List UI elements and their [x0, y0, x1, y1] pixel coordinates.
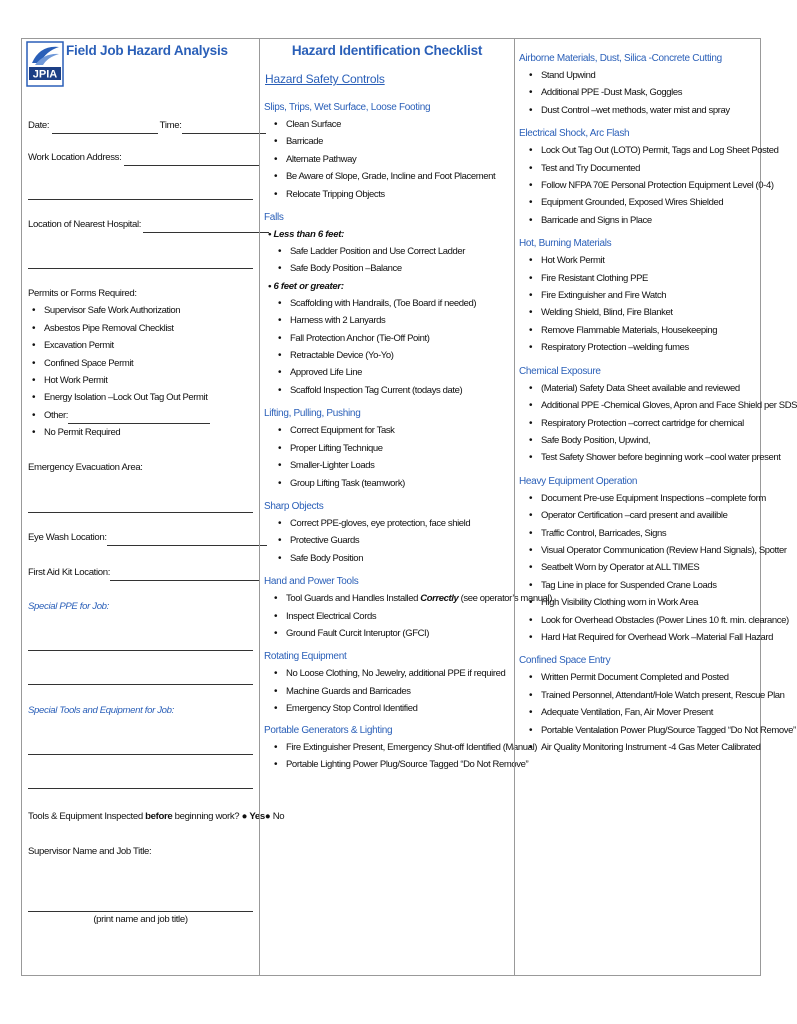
eyewash-field[interactable]	[107, 545, 267, 546]
checklist-item[interactable]: • Respiratory Protection –welding fumes	[519, 339, 759, 356]
special-ppe-field-1[interactable]	[28, 650, 253, 651]
supervisor-label: Supervisor Name and Job Title:	[28, 846, 152, 857]
checklist-item[interactable]: • Hot Work Permit	[519, 252, 759, 269]
hazard-identification-column	[259, 39, 552, 975]
portable-list	[264, 739, 538, 774]
no-option[interactable]: No	[272, 811, 285, 822]
col2-sections	[264, 99, 552, 773]
checklist-item[interactable]: • Barricade and Signs in Place	[519, 212, 759, 229]
hospital-field[interactable]	[143, 232, 269, 233]
permit-item[interactable]: • Asbestos Pipe Removal Checklist	[22, 320, 256, 337]
checklist-item[interactable]: • Additional PPE -Chemical Gloves, Apron and Face Shield per SDS	[519, 397, 759, 414]
work-location-row	[28, 149, 260, 166]
heavy-equipment-heading: Heavy Equipment Operation	[519, 475, 638, 487]
checklist-item[interactable]: • Barricade	[264, 133, 512, 150]
checklist-item[interactable]: • Approved Life Line	[264, 364, 512, 381]
page-title: Field Job Hazard Analysis	[66, 43, 228, 58]
checklist-item[interactable]: • Ground Fault Curcit Interuptor (GFCI)	[264, 625, 512, 642]
checklist-item[interactable]: • Correct Equipment for Task	[264, 422, 512, 439]
slips-list	[264, 116, 512, 203]
checklist-item[interactable]	[264, 590, 552, 607]
electrical-heading: Electrical Shock, Arc Flash	[519, 128, 630, 140]
checklist-item[interactable]: • Safe Body Position –Balance	[264, 260, 512, 277]
no-bullet[interactable]: ●	[264, 811, 271, 822]
hot-materials-list	[519, 252, 759, 356]
work-location-label: Work Location Address:	[28, 152, 122, 163]
hot-materials-heading: Hot, Burning Materials	[519, 238, 612, 250]
lifting-list	[264, 422, 512, 492]
time-field[interactable]	[182, 133, 266, 134]
hand-tools-item-text: Tool Guards and Handles Installed	[286, 593, 421, 605]
special-ppe-field-2[interactable]	[28, 684, 253, 685]
tools-inspected-question-end: beginning work?	[172, 811, 240, 822]
airborne-list	[519, 67, 759, 119]
checklist-item[interactable]: • Stand Upwind	[519, 67, 759, 84]
falls-more-text: 6 feet or greater:	[273, 280, 344, 292]
tools-inspected-row	[28, 808, 284, 825]
date-label: Date:	[28, 120, 50, 131]
checklist-item[interactable]: • Scaffolding with Handrails, (Toe Board if needed)	[264, 295, 512, 312]
hospital-field-line-2[interactable]	[28, 268, 253, 269]
checklist-item[interactable]: • Portable Ventalation Power Plug/Source Tagged “Do Not Remove”	[519, 722, 759, 739]
checklist-item[interactable]: • Test and Try Documented	[519, 160, 759, 177]
checklist-item[interactable]: • Dust Control –wet methods, water mist and spray	[519, 102, 759, 119]
checklist-item[interactable]: • Fire Extinguisher and Fire Watch	[519, 287, 759, 304]
first-aid-label: First Aid Kit Location:	[28, 567, 111, 578]
checklist-item[interactable]: • Harness with 2 Lanyards	[264, 312, 512, 329]
checklist-item[interactable]: • Emergency Stop Control Identified	[264, 700, 512, 717]
special-tools-label: Special Tools and Equipment for Job:	[28, 705, 174, 716]
slips-heading: Slips, Trips, Wet Surface, Loose Footing	[264, 102, 431, 113]
checklist-item[interactable]: • Follow NFPA 70E Personal Protection Equipment Level (0-4)	[519, 177, 759, 194]
checklist-item[interactable]: • Fire Resistant Clothing PPE	[519, 270, 759, 287]
falls-more-label: • 6 feet or greater:	[268, 280, 344, 292]
checklist-item[interactable]: • Adequate Ventilation, Fan, Air Mover Present	[519, 704, 759, 721]
permit-item[interactable]: • Energy Isolation –Lock Out Tag Out Permit	[22, 389, 256, 406]
evacuation-area-field[interactable]	[28, 512, 253, 513]
permit-other-label: Other:	[44, 409, 68, 421]
special-tools-field-2[interactable]	[28, 788, 253, 789]
hospital-row	[28, 216, 269, 233]
permit-item[interactable]: • Excavation Permit	[22, 337, 256, 354]
chemical-heading: Chemical Exposure	[519, 365, 601, 377]
evacuation-area-label: Emergency Evacuation Area:	[28, 462, 143, 473]
hand-tools-heading: Hand and Power Tools	[264, 576, 359, 588]
permits-label: Permits or Forms Required:	[28, 288, 137, 299]
falls-heading: Falls	[264, 212, 284, 224]
checklist-item[interactable]: • Look for Overhead Obstacles (Power Lines 10 ft. min. clearance)	[519, 612, 759, 629]
permit-item-other[interactable]	[22, 407, 256, 424]
eyewash-label: Eye Wash Location:	[28, 532, 107, 543]
checklist-item[interactable]: • Safe Ladder Position and Use Correct Ladder	[264, 243, 512, 260]
checklist-item[interactable]: • Safe Body Position	[264, 550, 512, 567]
checklist-item[interactable]: • Portable Lighting Power Plug/Source Tagged “Do Not Remove”	[264, 756, 512, 773]
checklist-item[interactable]: • Clean Surface	[264, 116, 512, 133]
rotating-heading: Rotating Equipment	[264, 651, 347, 663]
permits-list	[22, 302, 256, 441]
checklist-item[interactable]: • (Material) Safety Data Sheet available and reviewed	[519, 380, 759, 397]
svg-text:JPIA: JPIA	[32, 68, 58, 81]
portable-heading: Portable Generators & Lighting	[264, 724, 393, 736]
permit-item[interactable]: • Supervisor Safe Work Authorization	[22, 302, 256, 319]
permit-item[interactable]: • No Permit Required	[22, 424, 256, 441]
checklist-item[interactable]: • Document Pre-use Equipment Inspections –complete form	[519, 490, 759, 507]
checklist-item[interactable]: • No Loose Clothing, No Jewelry, additional PPE if required	[264, 665, 512, 682]
checklist-item[interactable]: • Relocate Tripping Objects	[264, 186, 512, 203]
checklist-item[interactable]: • Group Lifting Task (teamwork)	[264, 475, 512, 492]
checklist-item[interactable]: • Operator Certification –card present and availible	[519, 507, 759, 524]
hand-tools-list	[264, 590, 552, 642]
print-caption: (print name and job title)	[93, 914, 188, 925]
confined-space-heading: Confined Space Entry	[519, 655, 611, 667]
checklist-item[interactable]: • Air Quality Monitoring Instrument -4 Gas Meter Calibrated	[519, 739, 759, 756]
checklist-item[interactable]: • Test Safety Shower before beginning work –cool water present	[519, 449, 759, 466]
hospital-label: Location of Nearest Hospital:	[28, 219, 142, 230]
checklist-item[interactable]: • Smaller-Lighter Loads	[264, 457, 512, 474]
yes-bullet[interactable]: ●	[241, 811, 248, 822]
checklist-item[interactable]: • Safe Body Position, Upwind,	[519, 432, 759, 449]
checklist-item[interactable]: • Respiratory Protection –correct cartridge for chemical	[519, 415, 759, 432]
date-time-row	[28, 117, 266, 134]
checklist-item[interactable]: • Machine Guards and Barricades	[264, 683, 512, 700]
checklist-item[interactable]: • Lock Out Tag Out (LOTO) Permit, Tags and Log Sheet Posted	[519, 142, 759, 159]
first-aid-row	[28, 564, 260, 581]
checklist-item[interactable]: • Inspect Electrical Cords	[264, 608, 512, 625]
heavy-equipment-list	[519, 490, 789, 647]
checklist-item[interactable]: • Protective Guards	[264, 532, 512, 549]
tools-inspected-emphasis: before	[145, 811, 173, 822]
checklist-title: Hazard Identification Checklist	[291, 43, 483, 58]
checklist-item[interactable]: • High Visibility Clothing worn in Work Area	[519, 594, 759, 611]
first-aid-field[interactable]	[110, 580, 260, 581]
airborne-heading: Airborne Materials, Dust, Silica -Concrete Cutting	[519, 53, 722, 64]
hand-tools-item-emphasis: Correctly	[420, 593, 459, 605]
permits-section	[28, 285, 256, 442]
checklist-item[interactable]: • Welding Shield, Blind, Fire Blanket	[519, 304, 759, 321]
checklist-item[interactable]: • Equipment Grounded, Exposed Wires Shielded	[519, 194, 759, 211]
confined-space-list	[519, 669, 796, 756]
checklist-item[interactable]: • Tag Line in place for Suspended Crane Loads	[519, 577, 759, 594]
time-label: Time:	[159, 120, 182, 131]
special-ppe-label: Special PPE for Job:	[28, 601, 109, 612]
checklist-item[interactable]: • Be Aware of Slope, Grade, Incline and Foot Placement	[264, 168, 512, 185]
chemical-list	[519, 380, 797, 467]
falls-less-label: • Less than 6 feet:	[268, 229, 345, 241]
lifting-heading: Lifting, Pulling, Pushing	[264, 408, 361, 420]
special-tools-field-1[interactable]	[28, 754, 253, 755]
hazard-safety-controls-heading: Hazard Safety Controls	[265, 72, 385, 86]
checklist-item[interactable]: • Correct PPE-gloves, eye protection, face shield	[264, 515, 512, 532]
checklist-item[interactable]: • Fall Protection Anchor (Tie-Off Point)	[264, 330, 512, 347]
checklist-item[interactable]: • Written Permit Document Completed and Posted	[519, 669, 759, 686]
checklist-item[interactable]: • Seatbelt Worn by Operator at ALL TIMES	[519, 559, 759, 576]
hand-tools-item-note: (see operator’s manual)	[458, 593, 552, 605]
checklist-item[interactable]: • Remove Flammable Materials, Housekeeping	[519, 322, 759, 339]
rotating-list	[264, 665, 512, 717]
electrical-list	[519, 142, 779, 229]
tools-inspected-question: Tools & Equipment Inspected	[28, 811, 146, 822]
falls-more-list	[264, 295, 512, 399]
checklist-item[interactable]: • Proper Lifting Technique	[264, 440, 512, 457]
checklist-item[interactable]: • Visual Operator Communication (Review Hand Signals), Spotter	[519, 542, 759, 559]
falls-less-list	[264, 243, 512, 278]
eyewash-row	[28, 529, 267, 546]
work-location-field[interactable]	[124, 165, 260, 166]
checklist-item[interactable]: • Fire Extinguisher Present, Emergency Shut-off Identified (Manual)	[264, 739, 512, 756]
falls-less-text: Less than 6 feet:	[273, 229, 345, 241]
checklist-item[interactable]: • Alternate Pathway	[264, 151, 512, 168]
sharp-list	[264, 515, 512, 567]
checklist-item[interactable]: • Hard Hat Required for Overhead Work –Material Fall Hazard	[519, 629, 759, 646]
checklist-item[interactable]: • Additional PPE -Dust Mask, Goggles	[519, 84, 759, 101]
permit-item[interactable]: • Hot Work Permit	[22, 372, 256, 389]
col3-sections	[519, 50, 797, 756]
sharp-heading: Sharp Objects	[264, 500, 324, 512]
checklist-item[interactable]: • Trained Personnel, Attendant/Hole Watch present, Rescue Plan	[519, 687, 759, 704]
jpia-logo	[26, 41, 64, 87]
yes-option[interactable]: Yes	[249, 811, 265, 822]
checklist-item[interactable]: • Retractable Device (Yo-Yo)	[264, 347, 512, 364]
hazard-column-continued	[514, 39, 797, 975]
permit-item[interactable]: • Confined Space Permit	[22, 355, 256, 372]
hazard-form-sheet	[21, 38, 797, 976]
date-field[interactable]	[52, 133, 158, 134]
work-location-field-line-2[interactable]	[28, 199, 253, 200]
checklist-item[interactable]: • Traffic Control, Barricades, Signs	[519, 525, 759, 542]
checklist-item[interactable]: • Scaffold Inspection Tag Current (todays date)	[264, 382, 512, 399]
